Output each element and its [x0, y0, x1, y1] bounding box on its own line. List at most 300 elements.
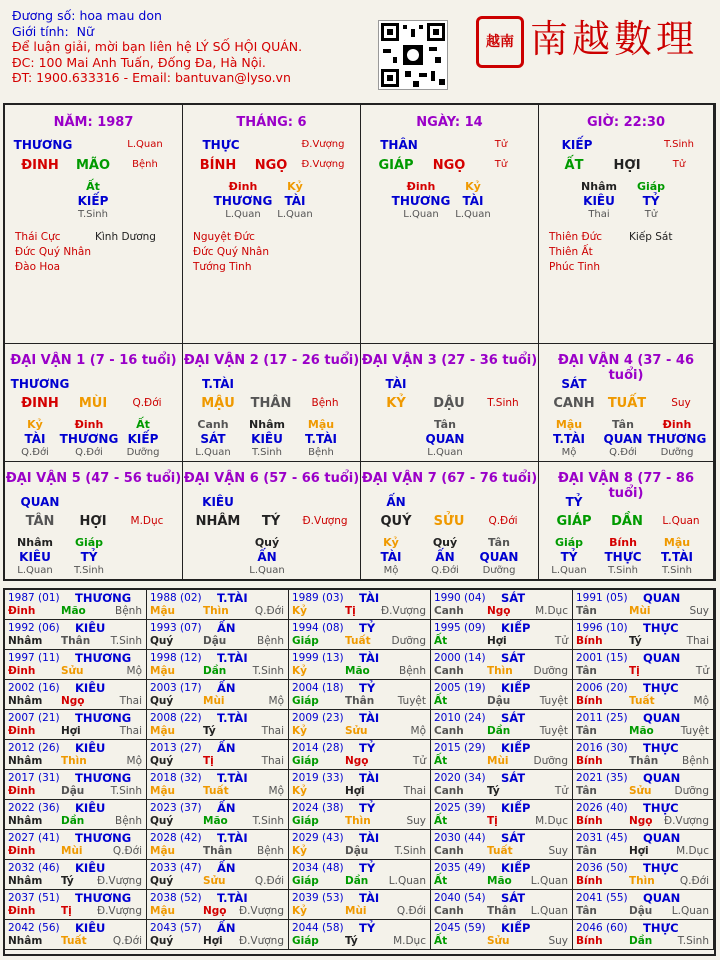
year-stem: Quý	[150, 695, 174, 707]
year-label: 2012 (26)	[8, 742, 60, 754]
pillar-title: GIỜ: 22:30	[587, 115, 665, 130]
year-stage: M.Dục	[535, 815, 568, 827]
year-label: 2002 (16)	[8, 682, 60, 694]
hidden-stem: Nhâm	[249, 418, 285, 431]
year-stem: Bính	[576, 635, 603, 647]
year-stem: Nhâm	[8, 815, 43, 827]
pillar-branch: NGỌ	[254, 158, 288, 173]
year-stem: Kỷ	[292, 665, 307, 677]
year-stage: Tử	[554, 785, 568, 797]
year-ten-god: TỶ	[359, 681, 376, 695]
dai-van-cell	[539, 462, 714, 580]
year-stage: Q.Đới	[112, 845, 142, 857]
phone-email-line: ĐT: 1900.633316 - Email: bantuvan@lyso.vn	[12, 70, 291, 85]
year-ten-god: SÁT	[501, 891, 526, 905]
year-branch: Ngọ	[345, 755, 369, 767]
dai-van-branch: HỢI	[79, 514, 107, 529]
year-stage: Dưỡng	[391, 635, 426, 647]
hidden-ten-god: TỶ	[560, 550, 578, 564]
year-label: 2039 (53)	[292, 892, 344, 904]
year-stem: Tân	[576, 905, 597, 917]
year-stage: Suy	[406, 815, 426, 827]
year-branch: Ngọ	[61, 695, 85, 707]
contact-line: Để luận giải, mời bạn liên hệ LÝ SỐ HỘI QUÁN.	[12, 39, 303, 54]
year-cell	[147, 590, 289, 620]
year-ten-god: THƯƠNG	[75, 831, 132, 845]
year-label: 2037 (51)	[8, 892, 60, 904]
hidden-ten-god: T.TÀI	[553, 432, 585, 446]
year-cell	[573, 800, 714, 830]
year-label: 2045 (59)	[434, 922, 486, 934]
year-cell	[289, 650, 431, 680]
year-label: 1997 (11)	[8, 652, 60, 664]
year-ten-god: SÁT	[501, 771, 526, 785]
year-cell	[573, 590, 714, 620]
dai-van-ten-god: TÀI	[385, 377, 407, 391]
year-cell	[431, 710, 573, 740]
year-branch: Mùi	[345, 905, 367, 917]
pillar-branch: MÃO	[75, 158, 111, 173]
hidden-stem: Tân	[434, 418, 456, 431]
pillar-branch-stage: Đ.Vượng	[301, 159, 345, 170]
year-cell	[431, 830, 573, 860]
year-cell	[573, 740, 714, 770]
pillar-cell	[539, 105, 714, 344]
year-branch: Thân	[61, 635, 91, 647]
year-stem: Mậu	[150, 905, 176, 917]
year-stage: Đ.Vượng	[96, 875, 142, 887]
year-stem: Ất	[434, 635, 448, 647]
dai-van-stage: L.Quan	[662, 515, 700, 527]
dai-van-branch: THÂN	[250, 396, 292, 411]
dai-van-title: ĐẠI VẬN 4 (37 - 46 tuổi)	[558, 353, 694, 383]
year-stage: Suy	[548, 935, 568, 947]
star-name: Đào Hoa	[15, 261, 61, 273]
star-name: Đức Quý Nhân	[15, 246, 91, 258]
year-ten-god: THỰC	[643, 621, 679, 635]
pillar-top-stage: T.Sinh	[664, 139, 694, 150]
year-cell	[147, 920, 289, 950]
year-label: 2011 (25)	[576, 712, 628, 724]
year-branch: Thân	[345, 695, 375, 707]
dai-van-cell	[183, 462, 361, 580]
year-label: 1994 (08)	[292, 622, 344, 634]
year-stage: T.Sinh	[252, 815, 284, 827]
year-cell	[147, 650, 289, 680]
dai-van-title: ĐẠI VẬN 8 (77 - 86 tuổi)	[558, 471, 694, 501]
year-label: 2034 (48)	[292, 862, 344, 874]
year-ten-god: T.TÀI	[217, 891, 248, 905]
year-label: 2021 (35)	[576, 772, 628, 784]
year-stem: Tân	[576, 845, 597, 857]
year-cell	[289, 620, 431, 650]
year-cell	[147, 710, 289, 740]
year-label: 2008 (22)	[150, 712, 202, 724]
year-stage: Thai	[686, 635, 709, 647]
year-cell	[431, 620, 573, 650]
year-stem: Kỷ	[292, 845, 307, 857]
year-cell	[5, 680, 147, 710]
year-stem: Bính	[576, 875, 603, 887]
annual-table	[3, 588, 716, 956]
year-cell	[573, 650, 714, 680]
hidden-ten-god: TÀI	[462, 194, 484, 208]
year-label: 2020 (34)	[434, 772, 486, 784]
year-stage: Dưỡng	[533, 755, 568, 767]
year-label: 2035 (49)	[434, 862, 486, 874]
year-label: 1991 (05)	[576, 592, 628, 604]
year-stem: Ất	[434, 815, 448, 827]
year-branch: Mùi	[61, 845, 83, 857]
hidden-ten-god: ẤN	[257, 550, 277, 564]
dai-van-stem: NHÂM	[195, 514, 241, 529]
year-ten-god: TÀI	[359, 771, 380, 785]
year-branch: Tị	[487, 815, 498, 827]
year-ten-god: ẤN	[217, 921, 236, 935]
year-stem: Quý	[150, 755, 174, 767]
dai-van-ten-god: ẤN	[386, 495, 406, 509]
hidden-stem: Bính	[609, 536, 637, 549]
year-cell	[431, 800, 573, 830]
year-stem: Ất	[434, 755, 448, 767]
year-label: 1999 (13)	[292, 652, 344, 664]
star-name: Nguyệt Đức	[193, 231, 255, 243]
dai-van-cell	[361, 344, 539, 462]
hidden-stem: Tân	[488, 536, 510, 549]
year-ten-god: SÁT	[501, 711, 526, 725]
year-cell	[5, 740, 147, 770]
year-stage: Q.Đới	[112, 935, 142, 947]
year-ten-god: KIÊU	[75, 801, 106, 815]
star-name: Thiên Ất	[549, 246, 593, 258]
year-branch: Tý	[487, 785, 500, 797]
pillar-stem: ĐINH	[21, 158, 59, 173]
hidden-ten-god: KIẾP	[77, 194, 109, 208]
year-cell	[5, 650, 147, 680]
pillar-branch-stage: Bệnh	[132, 159, 158, 170]
hidden-stem: Giáp	[636, 180, 666, 193]
hidden-ten-god: TỶ	[80, 550, 98, 564]
year-branch: Sửu	[345, 725, 368, 737]
year-branch: Thân	[629, 755, 659, 767]
year-stem: Giáp	[292, 935, 319, 947]
hidden-stage: T.Sinh	[78, 209, 108, 220]
dai-van-stem: GIÁP	[556, 514, 592, 529]
year-cell	[289, 740, 431, 770]
year-label: 2036 (50)	[576, 862, 628, 874]
year-stage: M.Dục	[535, 605, 568, 617]
year-label: 2017 (31)	[8, 772, 60, 784]
year-ten-god: TỶ	[359, 921, 376, 935]
hidden-stem: Nhâm	[581, 180, 617, 193]
year-label: 1992 (06)	[8, 622, 60, 634]
dai-van-stem: TÂN	[25, 514, 55, 529]
year-stage: Q.Đới	[254, 875, 284, 887]
year-cell	[5, 710, 147, 740]
pillar-top-stage: Tử	[494, 139, 508, 150]
dai-van-stage: T.Sinh	[487, 397, 519, 409]
year-label: 2044 (58)	[292, 922, 344, 934]
year-stem: Kỷ	[292, 725, 307, 737]
pillar-ten-god: THỰC	[202, 138, 240, 152]
year-ten-god: THƯƠNG	[75, 591, 132, 605]
pillar-branch-stage: Tử	[494, 159, 508, 170]
year-branch: Tý	[61, 875, 74, 887]
year-ten-god: KIÊU	[75, 861, 106, 875]
hidden-stage: L.Quan	[455, 209, 491, 220]
year-cell	[289, 680, 431, 710]
year-ten-god: T.TÀI	[217, 771, 248, 785]
star-name: Thiên Đức	[549, 231, 603, 243]
year-ten-god: QUAN	[643, 771, 681, 785]
year-ten-god: TỶ	[359, 741, 376, 755]
year-branch: Thìn	[487, 665, 513, 677]
year-label: 2026 (40)	[576, 802, 628, 814]
year-stem: Đinh	[8, 845, 36, 857]
hidden-stem: Kỷ	[27, 418, 43, 431]
year-branch: Thân	[203, 845, 233, 857]
year-branch: Dậu	[61, 785, 85, 797]
year-branch: Dậu	[203, 635, 227, 647]
year-stem: Mậu	[150, 665, 176, 677]
year-stage: L.Quan	[388, 875, 426, 887]
year-stem: Ất	[434, 935, 448, 947]
year-cell	[289, 920, 431, 950]
year-branch: Sửu	[629, 785, 652, 797]
year-stage: Mộ	[268, 785, 284, 797]
year-stage: Q.Đới	[679, 875, 709, 887]
year-stage: Thai	[119, 695, 142, 707]
year-stem: Mậu	[150, 845, 176, 857]
pillar-ten-god: THƯƠNG	[13, 138, 73, 152]
year-branch: Dậu	[345, 845, 369, 857]
hidden-stage: L.Quan	[403, 209, 439, 220]
year-branch: Dần	[61, 815, 85, 827]
year-cell	[147, 830, 289, 860]
year-stem: Mậu	[150, 605, 176, 617]
pillar-title: NĂM: 1987	[53, 115, 134, 130]
year-ten-god: KIẾP	[501, 861, 531, 875]
hidden-ten-god: KIÊU	[251, 432, 283, 446]
year-ten-god: ẤN	[217, 801, 236, 815]
dai-van-stem: CANH	[553, 396, 595, 411]
dai-van-stem: ĐINH	[21, 396, 59, 411]
year-label: 2042 (56)	[8, 922, 60, 934]
year-stem: Mậu	[150, 725, 176, 737]
year-label: 2028 (42)	[150, 832, 202, 844]
year-cell	[5, 890, 147, 920]
hidden-stage: T.Sinh	[74, 565, 104, 576]
year-cell	[5, 770, 147, 800]
hidden-stem: Quý	[254, 536, 280, 549]
year-stage: Bệnh	[115, 605, 142, 617]
year-stage: Thai	[261, 725, 284, 737]
year-branch: Tuất	[629, 695, 655, 707]
hidden-ten-god: THƯƠNG	[647, 432, 707, 446]
year-stage: T.Sinh	[110, 785, 142, 797]
hidden-stage: L.Quan	[225, 209, 261, 220]
year-stage: Dưỡng	[674, 785, 709, 797]
year-branch: Thìn	[61, 755, 87, 767]
year-stem: Tân	[576, 665, 597, 677]
year-label: 2043 (57)	[150, 922, 202, 934]
dai-van-ten-god: TỶ	[565, 495, 583, 509]
dai-van-branch: DẬU	[433, 396, 465, 411]
year-branch: Dậu	[629, 905, 653, 917]
year-ten-god: THỰC	[643, 681, 679, 695]
dai-van-stage: Suy	[671, 397, 691, 409]
year-cell	[431, 920, 573, 950]
dai-van-stage: Q.Đới	[132, 397, 162, 409]
year-ten-god: KIẾP	[501, 621, 531, 635]
year-branch: Dần	[203, 665, 227, 677]
hidden-stage: T.Sinh	[252, 447, 282, 458]
year-label: 1993 (07)	[150, 622, 202, 634]
hidden-ten-god: TÀI	[284, 194, 306, 208]
dai-van-title: ĐẠI VẬN 5 (47 - 56 tuổi)	[5, 471, 182, 486]
year-label: 1995 (09)	[434, 622, 486, 634]
year-branch: Mão	[629, 725, 654, 737]
year-label: 2023 (37)	[150, 802, 202, 814]
star-name: Kiếp Sát	[629, 231, 673, 243]
dai-van-stem: QUÝ	[380, 514, 412, 529]
year-stage: Bệnh	[682, 755, 709, 767]
hidden-stage: L.Quan	[277, 209, 313, 220]
year-stage: Tuyệt	[539, 725, 568, 737]
year-stage: Thai	[119, 725, 142, 737]
year-label: 2009 (23)	[292, 712, 344, 724]
year-label: 2016 (30)	[576, 742, 628, 754]
hidden-stage: Thai	[588, 209, 610, 220]
year-ten-god: TỶ	[359, 621, 376, 635]
year-ten-god: THƯƠNG	[75, 891, 132, 905]
year-cell	[289, 710, 431, 740]
year-ten-god: TÀI	[359, 831, 380, 845]
year-stage: Tử	[695, 665, 709, 677]
year-cell	[289, 770, 431, 800]
hidden-ten-god: KIÊU	[583, 194, 615, 208]
year-label: 2001 (15)	[576, 652, 628, 664]
hidden-ten-god: THƯƠNG	[59, 432, 119, 446]
year-stage: Đ.Vượng	[96, 905, 142, 917]
year-label: 1988 (02)	[150, 592, 202, 604]
hidden-stage: L.Quan	[195, 447, 231, 458]
year-ten-god: KIÊU	[75, 921, 106, 935]
pillar-cell	[183, 105, 361, 344]
year-cell	[5, 620, 147, 650]
year-ten-god: THỰC	[643, 801, 679, 815]
pillar-title: THÁNG: 6	[236, 115, 307, 130]
year-branch: Mão	[203, 815, 228, 827]
year-stage: Tử	[412, 755, 426, 767]
year-stem: Đinh	[8, 665, 36, 677]
dai-van-title: ĐẠI VẬN 6 (57 - 66 tuổi)	[183, 471, 360, 486]
year-cell	[573, 860, 714, 890]
year-stem: Nhâm	[8, 695, 43, 707]
year-cell	[147, 680, 289, 710]
hidden-stage: Q.Đới	[431, 565, 459, 576]
year-stage: Suy	[689, 605, 709, 617]
hidden-stem: Đinh	[406, 180, 436, 193]
hidden-ten-god: QUAN	[603, 432, 643, 446]
hidden-ten-god: TỶ	[642, 194, 660, 208]
year-stage: Thai	[261, 755, 284, 767]
hidden-ten-god: ẤN	[435, 550, 455, 564]
dai-van-stage: Bệnh	[311, 397, 339, 409]
year-stage: Đ.Vượng	[238, 905, 284, 917]
year-stage: Bệnh	[115, 815, 142, 827]
dai-van-ten-god: KIÊU	[202, 495, 234, 509]
year-label: 1990 (04)	[434, 592, 486, 604]
year-ten-god: KIÊU	[75, 741, 106, 755]
year-ten-god: QUAN	[643, 891, 681, 905]
year-branch: Tị	[203, 755, 214, 767]
year-stem: Nhâm	[8, 635, 43, 647]
year-stage: Bệnh	[399, 665, 426, 677]
hidden-ten-god: QUAN	[425, 432, 465, 446]
year-branch: Sửu	[61, 665, 84, 677]
year-stage: Suy	[548, 845, 568, 857]
year-stem: Giáp	[292, 695, 319, 707]
year-stage: Đ.Vượng	[380, 605, 426, 617]
hidden-stage: T.Sinh	[608, 565, 638, 576]
hidden-stem: Ất	[136, 418, 150, 431]
year-ten-god: TỶ	[359, 801, 376, 815]
dai-van-stem: KỶ	[386, 396, 406, 411]
year-branch: Hợi	[61, 725, 81, 737]
hidden-stem: Đinh	[662, 418, 692, 431]
year-branch: Tý	[203, 725, 216, 737]
year-cell	[431, 890, 573, 920]
year-cell	[289, 590, 431, 620]
year-ten-god: THƯƠNG	[75, 771, 132, 785]
year-ten-god: KIẾP	[501, 741, 531, 755]
hidden-stem: Kỷ	[465, 180, 481, 193]
year-ten-god: SÁT	[501, 651, 526, 665]
pillar-title: NGÀY: 14	[416, 115, 483, 130]
year-cell	[431, 590, 573, 620]
year-branch: Tý	[345, 935, 358, 947]
hidden-ten-god: THƯƠNG	[213, 194, 273, 208]
year-branch: Tuất	[203, 785, 229, 797]
year-branch: Dần	[487, 725, 511, 737]
star-name: Kình Dương	[95, 231, 156, 243]
year-stage: Bệnh	[257, 845, 284, 857]
year-stage: T.Sinh	[677, 935, 709, 947]
pillar-cell	[361, 105, 539, 344]
year-cell	[147, 620, 289, 650]
year-stem: Quý	[150, 875, 174, 887]
hidden-stage: T.Sinh	[662, 565, 692, 576]
dai-van-cell	[539, 344, 714, 462]
year-stage: L.Quan	[530, 875, 568, 887]
year-label: 2005 (19)	[434, 682, 486, 694]
year-ten-god: THƯƠNG	[75, 711, 132, 725]
year-ten-god: KIẾP	[501, 681, 531, 695]
year-label: 2022 (36)	[8, 802, 60, 814]
year-label: 2003 (17)	[150, 682, 202, 694]
pillar-ten-god: THÂN	[380, 138, 418, 152]
year-stem: Canh	[434, 725, 464, 737]
year-stem: Giáp	[292, 875, 319, 887]
year-label: 2025 (39)	[434, 802, 486, 814]
year-cell	[573, 710, 714, 740]
dai-van-branch: TUẤT	[607, 396, 647, 411]
year-ten-god: ẤN	[217, 741, 236, 755]
dai-van-title: ĐẠI VẬN 7 (67 - 76 tuổi)	[361, 471, 538, 486]
hidden-stem: Kỷ	[383, 536, 399, 549]
year-label: 2000 (14)	[434, 652, 486, 664]
